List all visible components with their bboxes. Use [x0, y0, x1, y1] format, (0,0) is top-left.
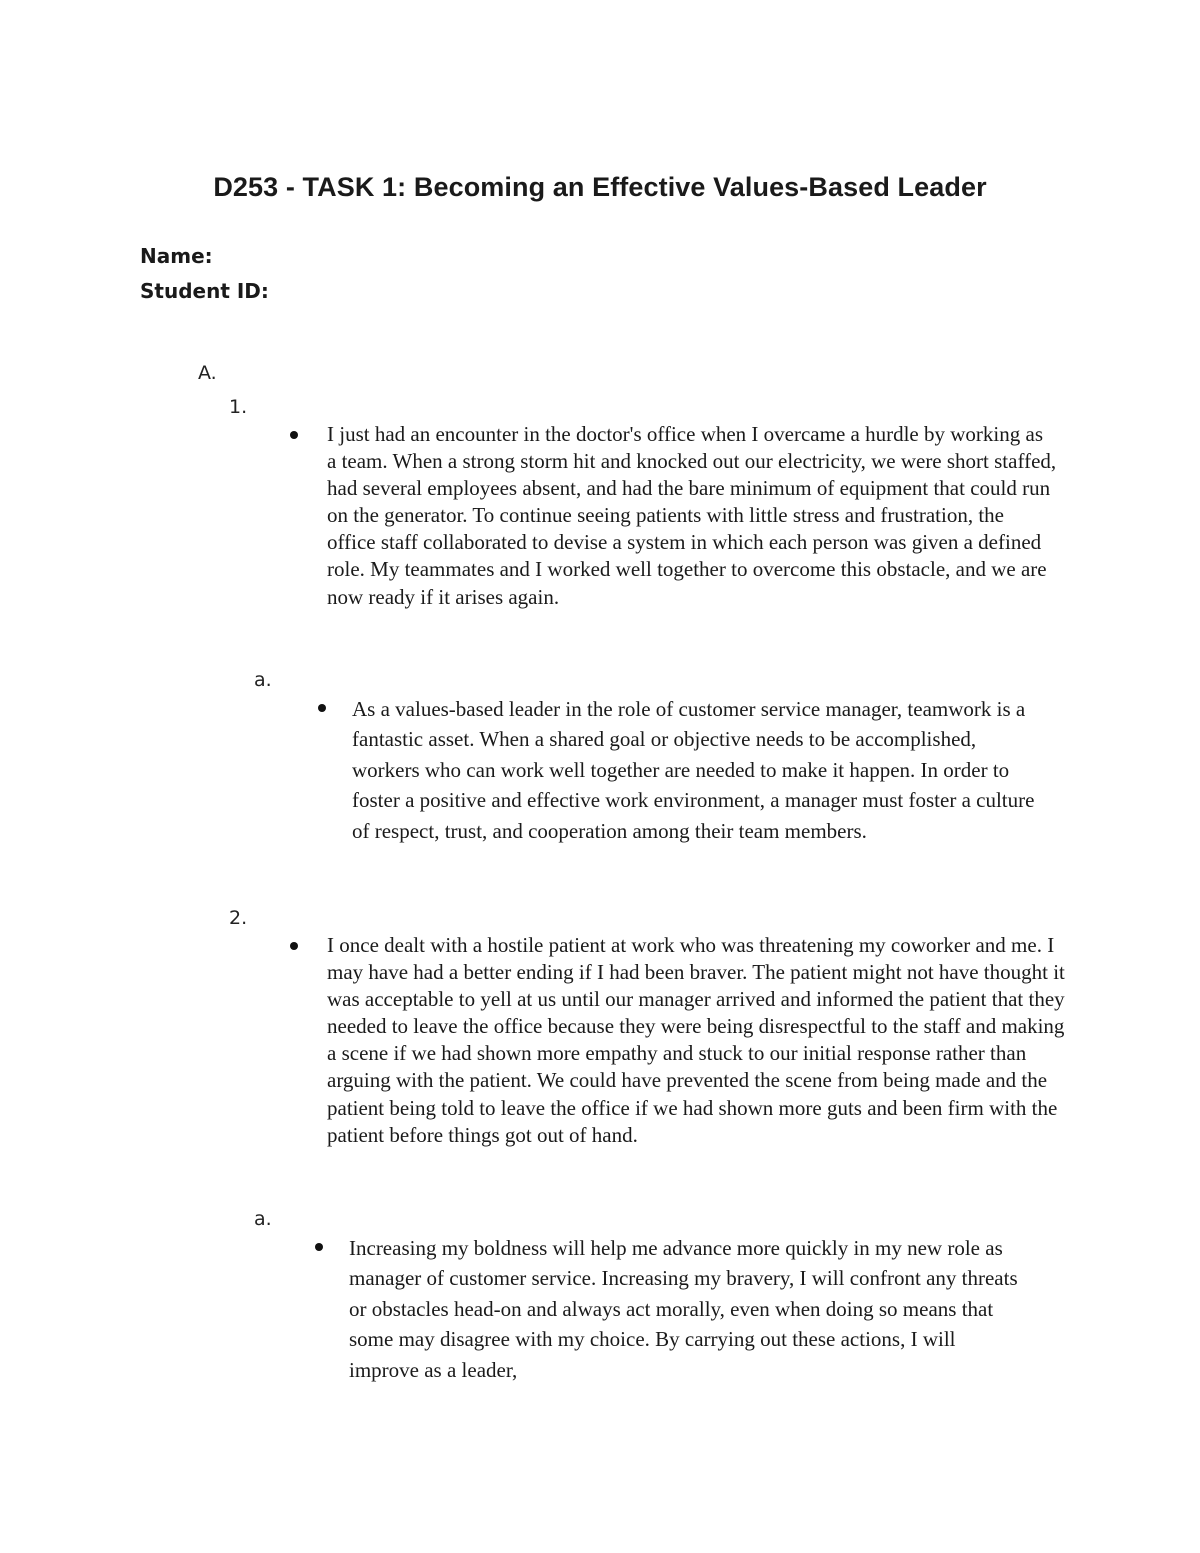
document-title: D253 - TASK 1: Becoming an Effective Values-Based Leader	[213, 172, 987, 202]
bullet-icon	[318, 704, 326, 712]
item-marker-2: 2.	[229, 907, 248, 929]
subitem-1a-paragraph: As a values-based leader in the role of customer service manager, teamwork is a fantastic asset. When a shared goal or objective needs to be accomplished, workers who can work well together are needed to make it happen. In order to foster a positive and effective work environment, a manager must foster a culture of respect, trust, and cooperation among their team members.	[352, 697, 1035, 843]
item-marker-1: 1.	[229, 396, 248, 418]
item-1-paragraph: I just had an encounter in the doctor's office when I overcame a hurdle by working as a team. When a strong storm hit and knocked out our electricity, we were short staffed, had several employees absent, and had the bare minimum of equipment that could run on the generator. To continue seeing patients with little stress and frustration, the office staff collaborated to devise a system in which each person was given a defined role. My teammates and I worked well together to overcome this obstacle, and we are now ready if it arises again.	[327, 422, 1057, 609]
name-label: Name:	[140, 244, 213, 268]
bullet-icon	[315, 1243, 323, 1251]
bullet-icon	[290, 942, 298, 950]
bullet-icon	[290, 431, 298, 439]
subitem-marker-1a: a.	[254, 669, 272, 691]
section-marker-a: A.	[198, 362, 217, 384]
subitem-2a-paragraph: Increasing my boldness will help me advance more quickly in my new role as manager of customer service. Increasing my bravery, I will confront any threats or obstacles head-on and always act morally, even when doing so means that some may disagree with my choice. By carrying out these actions, I will improve as a leader,	[349, 1236, 1018, 1382]
student-id-label: Student ID:	[140, 279, 269, 303]
item-2-paragraph: I once dealt with a hostile patient at work who was threatening my coworker and me. I may have had a better ending if I had been braver. The patient might not have thought it was acceptable to yell at us until our manager arrived and informed the patient that they needed to leave the office because they were being disrespectful to the staff and making a scene if we had shown more empathy and stuck to our initial response rather than arguing with the patient. We could have prevented the scene from being made and the patient being told to leave the office if we had shown more guts and been firm with the patient before things got out of hand.	[327, 933, 1065, 1147]
subitem-marker-2a: a.	[254, 1208, 272, 1230]
